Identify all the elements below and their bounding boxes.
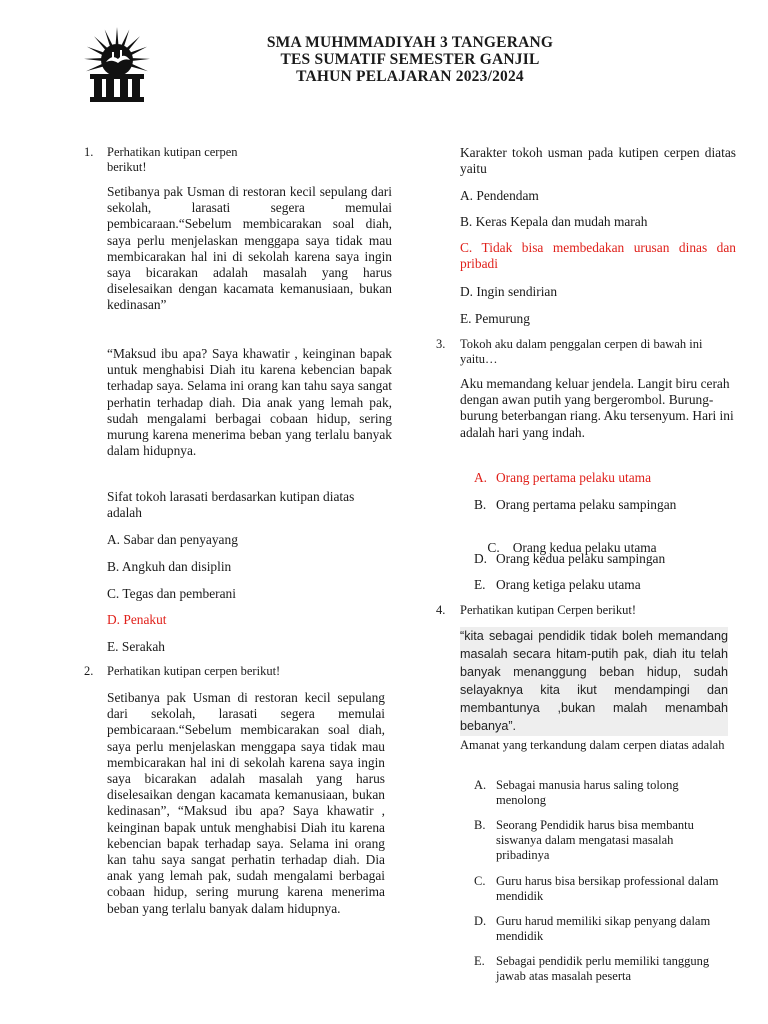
q1-question: Sifat tokoh larasati berdasarkan kutipan diatas adalah: [107, 489, 355, 521]
q1-number: 1.: [84, 145, 94, 159]
q1-passage-1: Setibanya pak Usman di restoran kecil sepulang dari sekolah, larasati segera memulai pembicaraan.“Sebelum membicarakan soal diah, saya perlu menjelaskan menggapa saya tidak mau membicarakan hal ini di sekolah karena saya ingin saya bicarakan adalah masalah yang harus diselesaikan dengan kacamata kemanusiaan, bukan kedinasan”: [107, 184, 392, 313]
q4-option-c[interactable]: [474, 874, 734, 904]
q4-option-c-letter: C.: [474, 874, 486, 888]
q3-option-c-letter: C.: [487, 540, 500, 555]
exam-title: TES SUMATIF SEMESTER GANJIL: [280, 51, 540, 68]
school-name: SMA MUHMMADIYAH 3 TANGERANG: [266, 34, 554, 51]
q4-option-d-text: Guru harud memiliki sikap penyang dalam mendidik: [496, 914, 711, 943]
q2-intro: Perhatikan kutipan cerpen berikut!: [107, 664, 281, 678]
q2-passage: Setibanya pak Usman di restoran kecil sepulang dari sekolah, larasati segera memulai pembicaraan.“Sebelum membicarakan soal diah, saya perlu menjelaskan menggapa saya tidak mau membicarakan hal ini di sekolah karena saya ingin saya bicarakan adalah masalah yang harus diselesaikan dengan kacamata kemanusiaan, bukan kedinasan”, “Maksud ibu apa? Saya khawatir , keinginan bapak untuk menghabisi Diah itu karena kebencian bapak terhadap saya. Selama ini orang kan tahu saya sangat perhatin terhadap diah. Dia anak yang lemah pak, sudah mengalami berbagai cobaan hidup, sering murung karena menerima beban yang terlalu banyak dalam hidupnya.: [107, 690, 385, 916]
q3-option-a-answer[interactable]: [474, 470, 651, 486]
q4-option-d-letter: D.: [474, 914, 487, 928]
q3-option-d-text: Orang kedua pelaku sampingan: [496, 551, 666, 566]
q4-option-e-text: Sebagai pendidik perlu memiliki tanggung jawab atas masalah peserta: [496, 954, 710, 983]
q1-intro-line1: Perhatikan kutipan cerpen: [107, 145, 238, 159]
header-title-block: [160, 34, 660, 85]
q1-option-d-answer[interactable]: D. Penakut: [107, 612, 167, 627]
document-header: [0, 0, 768, 120]
q4-option-b[interactable]: [474, 818, 734, 863]
q4-option-d[interactable]: [474, 914, 734, 944]
q2-option-e[interactable]: E. Pemurung: [460, 311, 530, 326]
q3-option-b[interactable]: [474, 497, 676, 513]
q4-quote-highlighted: “kita sebagai pendidik tidak boleh memandang masalah secara hitam-putih pak, diah itu telah banyak menanggung beban hidup, sudah selayaknya kita ikut mendampingi dan membantunya ,bukan malah menambah bebanya”.: [460, 627, 728, 736]
q3-number: 3.: [436, 337, 446, 351]
q3-option-b-text: Orang pertama pelaku sampingan: [496, 497, 677, 512]
q3-passage: Aku memandang keluar jendela. Langit biru cerah dengan awan putih yang bergerombol. Burung-burung beterbangan riang. Aku tersenyum. Hari ini adalah hari yang indah.: [460, 376, 734, 440]
q1-passage-2: “Maksud ibu apa? Saya khawatir , keinginan bapak untuk menghabisi Diah itu karena kebencian bapak terhadap saya. Selama ini orang kan tahu saya sangat perhatin terhadap diah. Dia anak yang lemah pak, sudah mengalami berbagai cobaan hidup, sering murung karena menerima beban yang terlalu banyak dalam hidupnya.: [107, 346, 392, 459]
q4-number: 4.: [436, 603, 446, 617]
q2-number: 2.: [84, 664, 94, 678]
q4-option-c-text: Guru harus bisa bersikap professional dalam mendidik: [496, 874, 719, 903]
q3-option-a-text: Orang pertama pelaku utama: [496, 470, 652, 485]
muhammadiyah-sun-logo-icon: [76, 26, 158, 104]
q4-intro: Perhatikan kutipan Cerpen berikut!: [460, 603, 636, 617]
q2-option-c-answer[interactable]: C. Tidak bisa membedakan urusan dinas dan pribadi: [460, 240, 736, 271]
q4-option-e[interactable]: [474, 954, 734, 984]
q4-question: Amanat yang terkandung dalam cerpen diatas adalah: [460, 738, 725, 752]
q1-option-c[interactable]: C. Tegas dan pemberani: [107, 586, 236, 601]
q3-option-b-letter: B.: [474, 497, 487, 512]
q2-question: Karakter tokoh usman pada kutipen cerpen diatas yaitu: [460, 145, 736, 177]
q3-option-e[interactable]: [474, 577, 641, 593]
q4-option-e-letter: E.: [474, 954, 485, 968]
q4-option-a-letter: A.: [474, 778, 487, 792]
q2-option-b[interactable]: B. Keras Kepala dan mudah marah: [460, 214, 648, 229]
q4-option-a-text: Sebagai manusia harus saling tolong menolong: [496, 778, 679, 807]
q3-intro: Tokoh aku dalam penggalan cerpen di bawah ini yaitu…: [460, 337, 703, 366]
q2-option-a[interactable]: A. Pendendam: [460, 188, 539, 203]
q1-option-b[interactable]: B. Angkuh dan disiplin: [107, 559, 232, 574]
q4-option-b-letter: B.: [474, 818, 486, 832]
q2-option-d[interactable]: D. Ingin sendirian: [460, 284, 558, 299]
q3-option-d[interactable]: [474, 551, 665, 567]
q1-option-a[interactable]: A. Sabar dan penyayang: [107, 532, 238, 547]
q3-option-a-letter: A.: [474, 470, 488, 485]
q3-option-c-text: Orang kedua pelaku utama: [509, 540, 657, 555]
q4-option-b-text: Seorang Pendidik harus bisa membantu siswanya dalam mengatasi masalah pribadinya: [496, 818, 694, 862]
q3-option-e-letter: E.: [474, 577, 486, 592]
q1-intro-line2: berikut!: [107, 160, 147, 174]
q4-option-a[interactable]: [474, 778, 734, 808]
q3-option-d-letter: D.: [474, 551, 488, 566]
q1-intro: [107, 145, 307, 175]
q1-option-e[interactable]: E. Serakah: [107, 639, 166, 654]
academic-year: TAHUN PELAJARAN 2023/2024: [296, 68, 524, 85]
q3-option-e-text: Orang ketiga pelaku utama: [496, 577, 641, 592]
